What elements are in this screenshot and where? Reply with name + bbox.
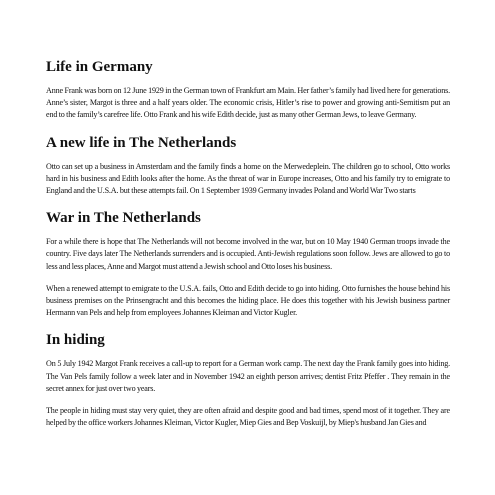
document-page [46,58,450,441]
paragraph: On 5 July 1942 Margot Frank receives a call-up to report for a German work camp. The next day the Frank family goes into hiding. The Van Pels family follow a week later and in November 1942 an eighth person arrives; dentist Fritz Pfeffer . They remain in the secret annex for just over two years. [46,359,450,393]
paragraph: Anne Frank was born on 12 June 1929 in the German town of Frankfurt am Main. Her father’s family had lived here for generations. Anne’s sister, Margot is three and a half years older. The economic crisis, Hitler’s rise to power and growing anti-Semitism put an end to the family’s carefree life. Otto Frank and his wife Edith decide, just as many other German Jews, to leave Germany. [46,86,450,120]
paragraph: When a renewed attempt to emigrate to the U.S.A. fails, Otto and Edith decide to go into hiding. Otto furnishes the house behind his business premises on the Prinsengracht and this becomes the hiding place. He does this together with his Jewish business partner Hermann van Pels and help from employees Johannes Kleiman and Victor Kugler. [46,283,450,318]
section-heading: A new life in The Netherlands [46,134,237,151]
section-heading: Life in Germany [46,59,153,75]
paragraph: Otto can set up a business in Amsterdam and the family finds a home on the Merwedeplein. The children go to school, Otto works hard in his business and Edith looks after the home. As the threat of war in Europe increases, Otto and his family try to emigrate to England and the U.S.A. but these attempts fail. On 1 September 1939 Germany invades Poland and World War Two starts [46,161,450,196]
section-heading: In hiding [46,332,105,349]
section-war-in-netherlands [46,209,450,319]
section-in-hiding [46,331,450,429]
section-heading: War in The Netherlands [46,210,201,227]
paragraph: For a while there is hope that The Netherlands will not become involved in the war, but on 10 May 1940 German troops invade the country. Five days later The Netherlands surrenders and is occupied. Anti-Jewish regulations soon follow. Jews are allowed to go to less and less places, Anne and Margot must attend a Jewish school and Otto loses his business. [46,237,450,271]
section-life-in-germany [46,58,450,122]
section-new-life-netherlands [46,134,450,198]
paragraph: The people in hiding must stay very quiet, they are often afraid and despite good and bad times, spend most of it together. They are helped by the office workers Johannes Kleiman, Victor Kugler, Miep Gies and Bep Voskuijl, by Miep's husband Jan Gies and [46,406,450,428]
